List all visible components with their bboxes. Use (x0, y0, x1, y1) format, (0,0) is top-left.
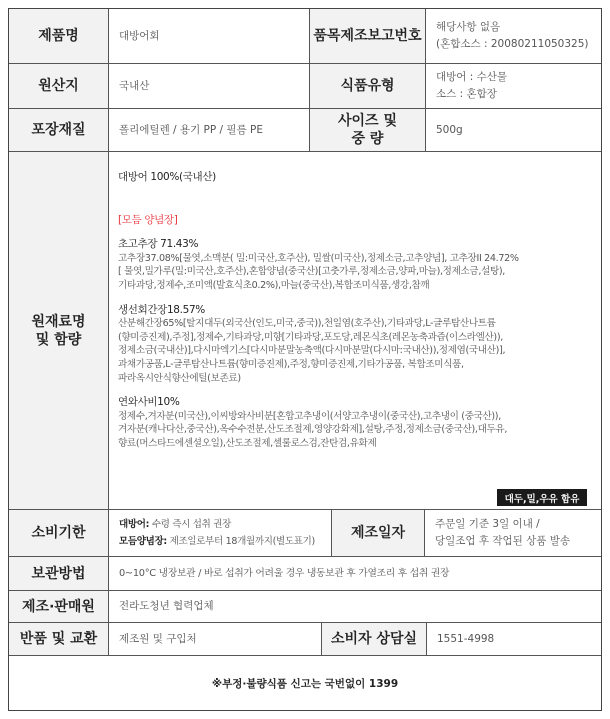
expiry-line2: 모듬양념장: 제조일로부터 18개월까지(별도표기) (119, 536, 315, 547)
column-divider (426, 623, 427, 655)
ganjang-line: 과채가공품,L-글루탐산나트륨(향미증진제),주정,향미증진제,기타가공품, 복합조미식품, (118, 358, 464, 370)
gochujang-line: 고추장37.08%[물엿,소맥분( 밀:미국산,호주산), 밀쌀(미국산),정제소금,고추양념], 고추장II 24.72% (118, 252, 519, 264)
column-divider (331, 510, 332, 556)
column-divider (108, 9, 109, 655)
column-divider (424, 510, 425, 556)
ganjang-line: 산분해간장65%[탈지대두(외국산(인도,미국,중국)),천일염(호주산),기타과당,L-글루탐산나트륨 (118, 318, 496, 330)
gochujang-head: 초고추장 71.43% (118, 238, 199, 251)
food-type-line2: 소스 : 혼합장 (436, 88, 497, 100)
size-weight-label (310, 109, 425, 151)
ingredients-label (9, 152, 108, 509)
report-number-label: 품목제조보고번호 (310, 9, 425, 63)
row-divider (9, 655, 601, 656)
sauce-title: [모듬 양념장] (118, 213, 178, 226)
row-divider (9, 63, 601, 64)
main-ingredient: 대방어 100%(국내산) (118, 171, 216, 183)
report-number-value (426, 9, 601, 63)
report-number-line1: 해당사항 없음 (436, 21, 501, 33)
packaging-value: 폴리에틸렌 / 용기 PP / 필름 PE (119, 123, 264, 136)
column-divider (321, 623, 322, 655)
wasabi-line: 정제수,겨자분(미국산),이씨방와사비분[혼합고추냉이(서양고추냉이(중국산),고추냉이 (중국산)), (118, 410, 501, 422)
row-divider (9, 622, 601, 623)
packaging-label: 포장재질 (9, 109, 108, 151)
expiry-label: 소비기한 (9, 510, 108, 556)
origin-value: 국내산 (119, 79, 150, 92)
report-notice: ※부정·불량식품 신고는 국번없이 1399 (211, 677, 399, 690)
gochujang-line: [ 물엿,밀가루(밀:미국산,호주산),혼합양념(중국산)[고춧가루,정제소금,양파,마늘),정제소금,설탕), (118, 266, 505, 278)
expiry-line1: 대방어: 수령 즉시 섭취 권장 (119, 519, 232, 530)
column-divider (425, 9, 426, 151)
wasabi-line: 겨자분(캐나다산,중국산),옥수수전분,산도조절제,영양강화제],설탕,주정,정제소금(중국산),대두유, (118, 424, 508, 436)
wasabi-line: 향료(머스타드에센셜오일),산도조절제,셀룰로스검,잔탄검,유화제 (118, 437, 377, 449)
mfg-date-label: 제조일자 (332, 510, 424, 556)
mfg-date-line1: 주문일 기준 3일 이내 / (435, 518, 540, 530)
size-weight-label-line1: 사이즈 및 (338, 113, 397, 129)
consult-label: 소비자 상담실 (322, 623, 426, 655)
product-name-label: 제품명 (9, 9, 108, 63)
wasabi-head: 연와사비10% (118, 396, 180, 409)
returns-label: 반품 및 교환 (9, 623, 108, 655)
returns-value: 제조원 및 구입처 (119, 632, 197, 645)
consult-value: 1551-4998 (437, 632, 495, 645)
row-divider (9, 151, 601, 152)
size-weight-label-line2: 중 량 (351, 131, 384, 147)
storage-value: 0~10°C 냉장보관 / 바로 섭취가 어려울 경우 냉동보관 후 가열조리 후 섭취 권장 (119, 568, 450, 579)
row-divider (9, 108, 601, 109)
gochujang-line: 기타과당,정제수,조미액(발효식초0.2%),마늘(중국산),복합조미식품,생강,참깨 (118, 279, 430, 291)
expiry-value (109, 510, 331, 556)
allergy-badge: 대두,밀,우유 함유 (497, 489, 587, 506)
row-divider (9, 509, 601, 510)
report-number-line2: (혼합소스 : 20080211050325) (436, 38, 589, 50)
row-divider (9, 590, 601, 591)
size-weight-value: 500g (436, 123, 463, 136)
ganjang-line: 파라옥시안식향산에틸(보존료) (118, 372, 241, 384)
mfg-date-line2: 당일조업 후 작업된 상품 발송 (435, 535, 571, 547)
storage-label: 보관방법 (9, 557, 108, 590)
ganjang-head: 생선회간장18.57% (118, 303, 205, 316)
column-divider (309, 9, 310, 151)
product-name-value: 대방어회 (119, 29, 160, 42)
mfg-date-value (425, 510, 601, 556)
origin-label: 원산지 (9, 64, 108, 108)
ingredients-label-line2: 및 함량 (35, 331, 82, 348)
food-type-value (426, 64, 601, 108)
ingredients-label-line1: 원재료명 (31, 313, 86, 330)
food-type-label: 식품유형 (310, 64, 425, 108)
ganjang-line: 정제소금(국내산)],다시마엑기스[다시마분말농축액(다시마분말(다시마:국내산)),정제염(국내산)], (118, 345, 506, 357)
ingredients-text (118, 160, 588, 451)
maker-label: 제조·판매원 (9, 591, 108, 622)
food-type-line1: 대방어 : 수산물 (436, 71, 508, 83)
maker-value: 전라도청년 협력업체 (119, 600, 214, 612)
row-divider (9, 556, 601, 557)
ganjang-line: (향미증진제),주정],정제수,기타과당,미향[기타과당,포도당,레몬식초(레몬농축과즙(이스라엘산)), (118, 331, 503, 343)
